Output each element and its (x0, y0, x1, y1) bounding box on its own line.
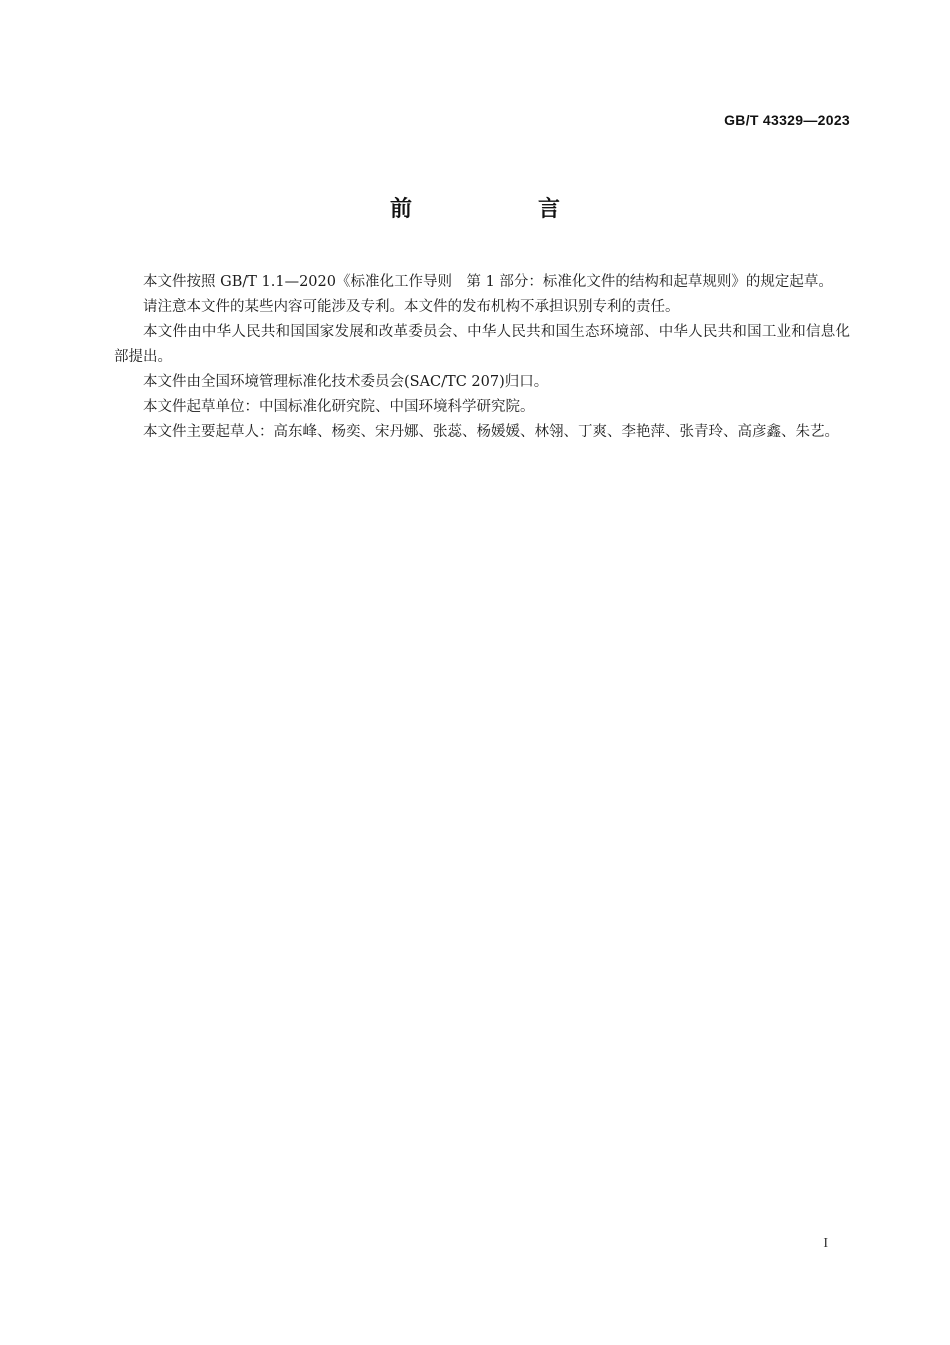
paragraph-drafting-rules: 本文件按照 GB/T 1.1—2020《标准化工作导则 第 1 部分：标准化文件的结构和起草规则》的规定起草。 (143, 274, 833, 290)
paragraph-technical-committee: 本文件由全国环境管理标准化技术委员会(SAC/TC 207)归口。 (143, 374, 549, 390)
paragraph-proposers: 本文件由中华人民共和国国家发展和改革委员会、中华人民共和国生态环境部、中华人民共和国工业和信息化部提出。 (114, 324, 850, 365)
paragraph-main-drafters: 本文件主要起草人：高东峰、杨奕、宋丹娜、张蕊、杨媛媛、林翎、丁爽、李艳萍、张青玲、高彦鑫、朱艺。 (143, 424, 839, 440)
paragraph-patent-notice: 请注意本文件的某些内容可能涉及专利。本文件的发布机构不承担识别专利的责任。 (143, 299, 680, 315)
standard-code: GB/T 43329—2023 (724, 112, 850, 128)
page-number: I (823, 1236, 828, 1251)
preface-body (114, 270, 850, 445)
page-title: 前 言 (389, 197, 612, 222)
paragraph-drafting-units: 本文件起草单位：中国标准化研究院、中国环境科学研究院。 (143, 399, 535, 415)
